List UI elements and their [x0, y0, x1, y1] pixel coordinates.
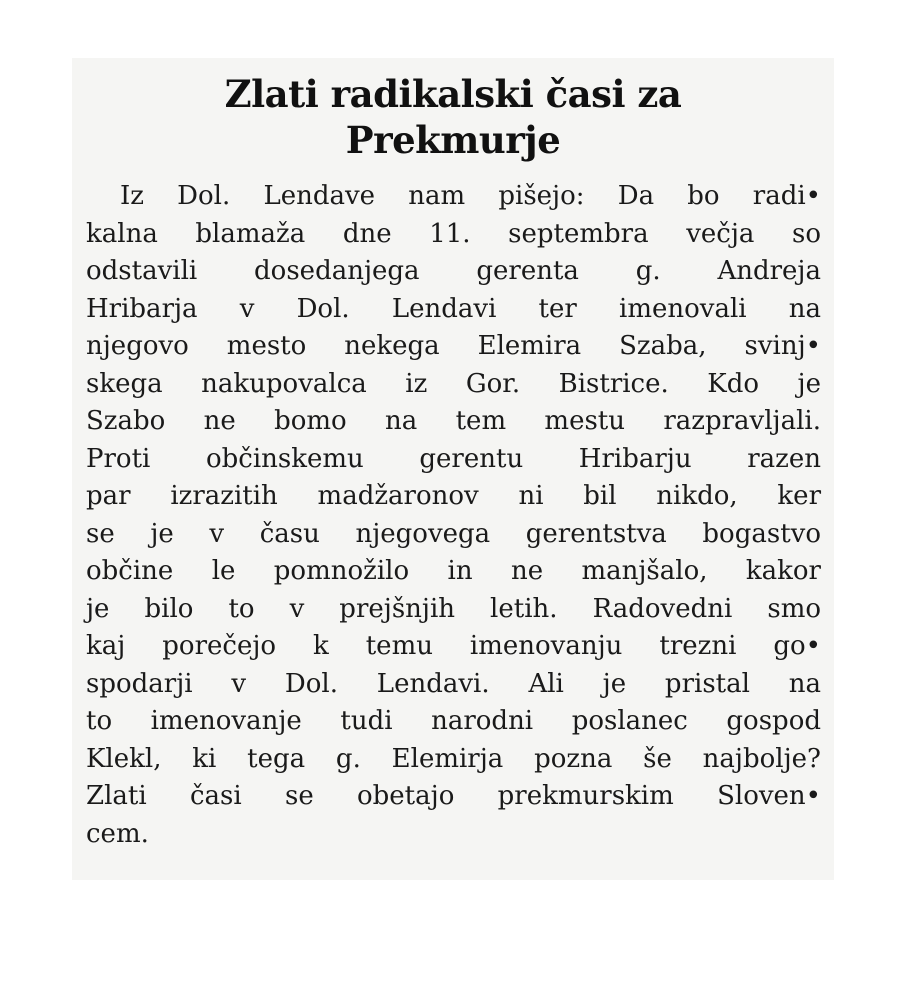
article-line: Proti občinskemu gerentu Hribarju razen	[86, 443, 821, 474]
article-line: Zlati časi se obetajo prekmurskim Sloven•	[86, 781, 821, 811]
article-line: je bilo to v prejšnjih letih. Radovedni smo	[86, 593, 821, 624]
article-title-line-1: Zlati radikalski časi za	[224, 72, 682, 116]
newspaper-clipping	[72, 58, 834, 880]
article-line: kaj porečejo k temu imenovanju trezni go•	[86, 631, 821, 661]
article-line: Szabo ne bomo na tem mestu razpravljali.	[86, 406, 821, 436]
article-line: spodarji v Dol. Lendavi. Ali je pristal na	[86, 668, 821, 699]
article-line: odstavili dosedanjega gerenta g. Andreja	[86, 256, 821, 286]
article-line: Klekl, ki tega g. Elemirja pozna še najbolje?	[86, 743, 821, 774]
article-line: skega nakupovalca iz Gor. Bistrice. Kdo je	[86, 368, 821, 399]
article-line: Hribarja v Dol. Lendavi ter imenovali na	[86, 293, 821, 324]
article-line: njegovo mesto nekega Elemira Szaba, svinj•	[86, 331, 821, 361]
article-line: se je v času njegovega gerentstva bogastvo	[86, 518, 821, 549]
article-line: Iz Dol. Lendave nam pišejo: Da bo radi•	[120, 181, 821, 211]
article-line: občine le pomnožilo in ne manjšalo, kakor	[86, 556, 821, 586]
article-line: par izrazitih madžaronov ni bil nikdo, ker	[86, 481, 821, 511]
article-title-line-2: Prekmurje	[345, 118, 561, 162]
article-line: cem.	[86, 818, 149, 849]
article-line: to imenovanje tudi narodni poslanec gospod	[86, 706, 821, 736]
article-line: kalna blamaža dne 11. septembra večja so	[86, 218, 821, 249]
article-body	[86, 178, 821, 853]
